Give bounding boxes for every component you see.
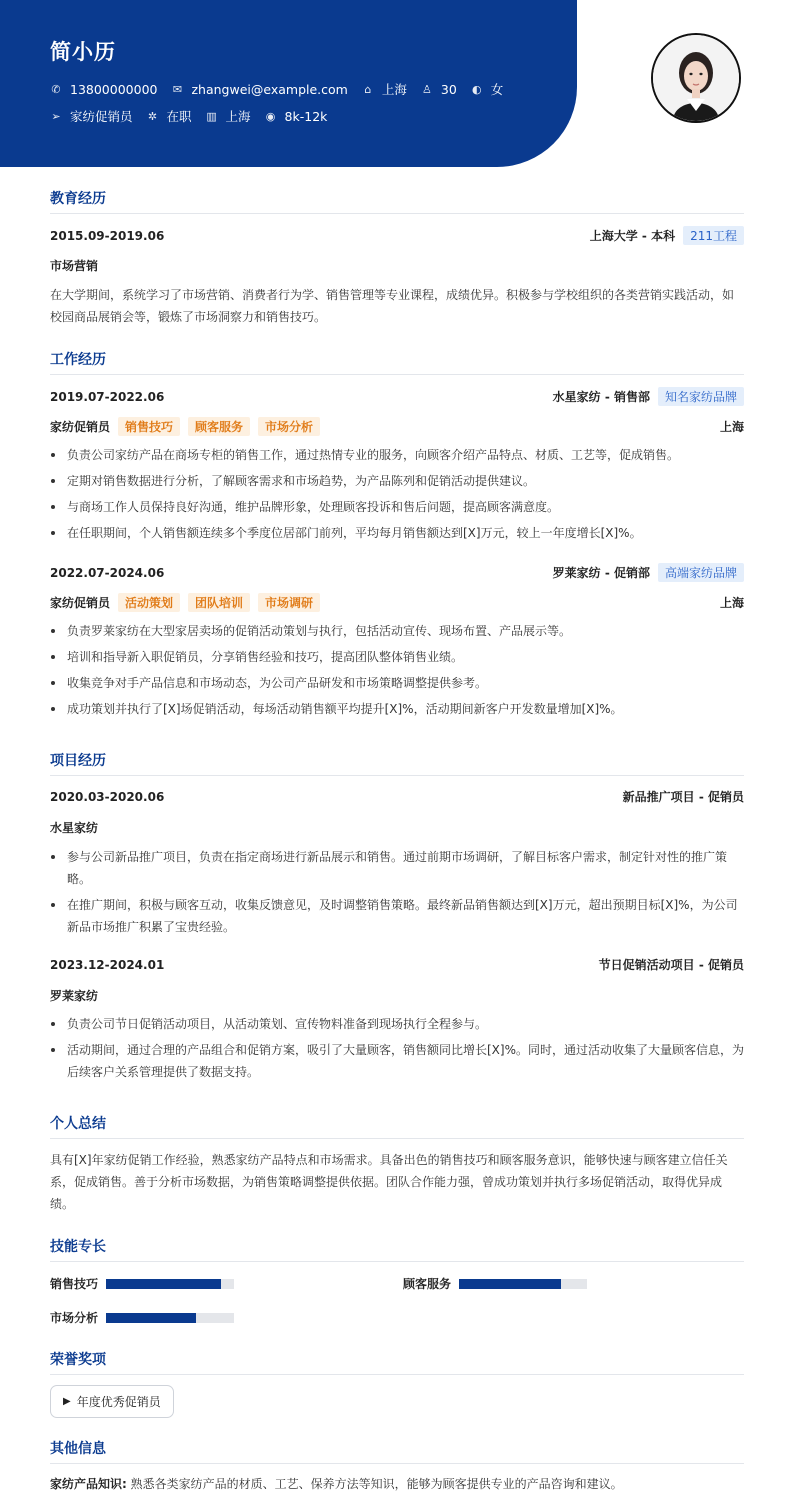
job-1-tag: 市场分析: [258, 417, 320, 436]
city-text: 上海: [225, 109, 251, 124]
job-1-role-line: [50, 417, 744, 436]
phone-icon: ✆: [51, 82, 61, 96]
job-2-role-wrap: [50, 593, 320, 612]
location-item: [362, 80, 407, 98]
age-item: [421, 82, 457, 97]
gender-icon: ◐: [471, 82, 482, 96]
avatar: [651, 33, 741, 123]
job-1-bullets: [50, 444, 744, 548]
job-2-company-tag: 高端家纺品牌: [658, 563, 744, 582]
salary-icon: ◉: [265, 109, 276, 123]
education-title: 教育经历: [50, 188, 744, 214]
list-item: 活动期间，通过合理的产品组合和促销方案，吸引了大量顾客，销售额同比增长[X]%。同时，通过活动收集了大量顾客信息，为后续客户关系管理提供了数据支持。: [50, 1039, 744, 1083]
skill-bar-fill: [106, 1279, 221, 1289]
education-desc: 在大学期间，系统学习了市场营销、消费者行为学、销售管理等专业课程，成绩优异。积极参与学校组织的各类营销实践活动，如校园商品展销会等，锻炼了市场洞察力和销售技巧。: [50, 288, 735, 324]
email-item: [171, 82, 347, 97]
job-2-company: 罗莱家纺 - 促销部: [552, 566, 650, 580]
other-title: 其他信息: [50, 1438, 744, 1464]
education-date: 2015.09-2019.06: [50, 228, 165, 243]
home-icon: ⌂: [364, 82, 372, 96]
project-1-date: 2020.03-2020.06: [50, 789, 165, 804]
job-text: 家纺促销员: [70, 109, 133, 124]
project-2-name: 节日促销活动项目 - 促销员: [598, 958, 744, 972]
email-icon: ✉: [172, 82, 183, 96]
status-item: [147, 107, 192, 125]
list-item: 在推广期间，积极与顾客互动，收集反馈意见，及时调整销售策略。最终新品销售额达到[X]万元，超出预期目标[X]%，为公司新品市场推广积累了宝贵经验。: [50, 894, 744, 938]
job-1-company-wrap: [553, 387, 744, 406]
candidate-name: 简小历: [50, 40, 116, 64]
contact-row: [50, 80, 517, 98]
city-item: [206, 107, 251, 125]
list-item: 收集竞争对手产品信息和市场动态，为公司产品研发和市场策略调整提供参考。: [50, 672, 744, 694]
education-line: [50, 226, 744, 245]
award-chip: [50, 1385, 174, 1418]
project-2-line: [50, 956, 744, 973]
list-item: 负责公司节日促销活动项目，从活动策划、宣传物料准备到现场执行全程参与。: [50, 1013, 744, 1035]
job-2-company-wrap: [553, 563, 744, 582]
job-2-line: [50, 563, 744, 582]
job-2-role: 家纺促销员: [50, 596, 111, 610]
job-1-company: 水星家纺 - 销售部: [552, 390, 650, 404]
skill-bar-fill: [106, 1313, 196, 1323]
list-item: 培训和指导新入职促销员，分享销售经验和技巧，提高团队整体销售业绩。: [50, 646, 744, 668]
education-school-wrap: [590, 226, 744, 245]
list-item: 定期对销售数据进行分析，了解顾客需求和市场趋势，为产品陈列和促销活动提供建议。: [50, 470, 744, 492]
projects-title: 项目经历: [50, 750, 744, 776]
summary-text: 具有[X]年家纺促销工作经验，熟悉家纺产品特点和市场需求。具备出色的销售技巧和顾客服务意识，能够快速与顾客建立信任关系，促成销售。善于分析市场数据，为销售策略调整提供依据。团队合作能力强，曾成功策划并执行多场促销活动，取得优异成绩。: [50, 1153, 728, 1211]
job-2-city: 上海: [719, 596, 744, 610]
education-major: 市场营销: [50, 259, 99, 273]
other-info: [50, 1475, 623, 1492]
list-item: 成功策划并执行了[X]场促销活动，每场活动销售额平均提升[X]%，活动期间新客户开发数量增加[X]%。: [50, 698, 744, 720]
project-1-org-line: [50, 819, 744, 836]
list-item: 与商场工作人员保持良好沟通，维护品牌形象，处理顾客投诉和售后问题，提高顾客满意度。: [50, 496, 744, 518]
skill-name: 市场分析: [50, 1311, 99, 1325]
job-2-role-line: [50, 593, 744, 612]
age-icon: ♙: [421, 82, 432, 96]
project-2-bullets: [50, 1013, 744, 1087]
project-1-bullets: [50, 846, 744, 942]
job-2-date: 2022.07-2024.06: [50, 565, 165, 580]
other-text: 熟悉各类家纺产品的材质、工艺、保养方法等知识，能够为顾客提供专业的产品咨询和建议。: [130, 1477, 623, 1491]
education-school: 上海大学 - 本科: [589, 229, 676, 243]
project-2-org: 罗莱家纺: [50, 989, 99, 1003]
skill-item: [50, 1275, 234, 1292]
job-1-tag: 顾客服务: [188, 417, 250, 436]
education-major-line: [50, 257, 744, 274]
skill-name: 销售技巧: [50, 1277, 99, 1291]
salary-text: 8k-12k: [284, 108, 328, 124]
phone-text: 13800000000: [70, 81, 158, 97]
intent-row: [50, 107, 341, 125]
status-text: 在职: [166, 109, 192, 124]
list-item: 在任职期间，个人销售额连续多个季度位居部门前列，平均每月销售额达到[X]万元，较上一年度增长[X]%。: [50, 522, 744, 544]
list-item: 负责罗莱家纺在大型家居卖场的促销活动策划与执行，包括活动宣传、现场布置、产品展示等。: [50, 620, 744, 642]
age-text: 30: [440, 81, 457, 97]
job-1-city: 上海: [719, 420, 744, 434]
location-text: 上海: [381, 82, 407, 97]
other-label: 家纺产品知识:: [50, 1477, 127, 1491]
project-1-line: [50, 788, 744, 805]
gender-text: 女: [490, 82, 504, 97]
job-item: [50, 107, 133, 125]
skill-item: [403, 1275, 587, 1292]
skill-bar: [106, 1313, 234, 1323]
job-1-role-wrap: [50, 417, 320, 436]
job-1-tag: 销售技巧: [118, 417, 180, 436]
project-1-org: 水星家纺: [50, 821, 99, 835]
send-icon: ➢: [51, 109, 61, 123]
job-1-role: 家纺促销员: [50, 420, 111, 434]
summary-title: 个人总结: [50, 1113, 744, 1139]
education-tag: 211工程: [683, 226, 744, 245]
job-1-company-tag: 知名家纺品牌: [658, 387, 744, 406]
list-item: 参与公司新品推广项目，负责在指定商场进行新品展示和销售。通过前期市场调研，了解目标客户需求，制定针对性的推广策略。: [50, 846, 744, 890]
job-2-bullets: [50, 620, 744, 724]
project-2-date: 2023.12-2024.01: [50, 957, 165, 972]
status-icon: ✲: [147, 109, 158, 123]
job-1-date: 2019.07-2022.06: [50, 389, 165, 404]
skills-title: 技能专长: [50, 1236, 744, 1262]
avatar-portrait-icon: [653, 35, 739, 121]
job-2-tag: 团队培训: [188, 593, 250, 612]
email-text: zhangwei@example.com: [191, 81, 348, 97]
salary-item: [265, 109, 328, 124]
project-2-org-line: [50, 987, 744, 1004]
work-title: 工作经历: [50, 349, 744, 375]
gender-item: [471, 80, 504, 98]
skill-bar: [106, 1279, 234, 1289]
phone-item: [50, 82, 157, 97]
award-name: 年度优秀促销员: [76, 1395, 161, 1409]
awards-title: 荣誉奖项: [50, 1349, 744, 1375]
job-2-tag: 活动策划: [118, 593, 180, 612]
skill-name: 顾客服务: [403, 1277, 452, 1291]
skill-item: [50, 1309, 234, 1326]
caret-right-icon: ▶: [63, 1396, 71, 1407]
skill-bar-fill: [459, 1279, 561, 1289]
skill-bar: [459, 1279, 587, 1289]
job-2-tag: 市场调研: [258, 593, 320, 612]
list-item: 负责公司家纺产品在商场专柜的销售工作，通过热情专业的服务，向顾客介绍产品特点、材质、工艺等，促成销售。: [50, 444, 744, 466]
building-icon: ▥: [206, 109, 217, 123]
job-1-line: [50, 387, 744, 406]
project-1-name: 新品推广项目 - 促销员: [622, 790, 744, 804]
